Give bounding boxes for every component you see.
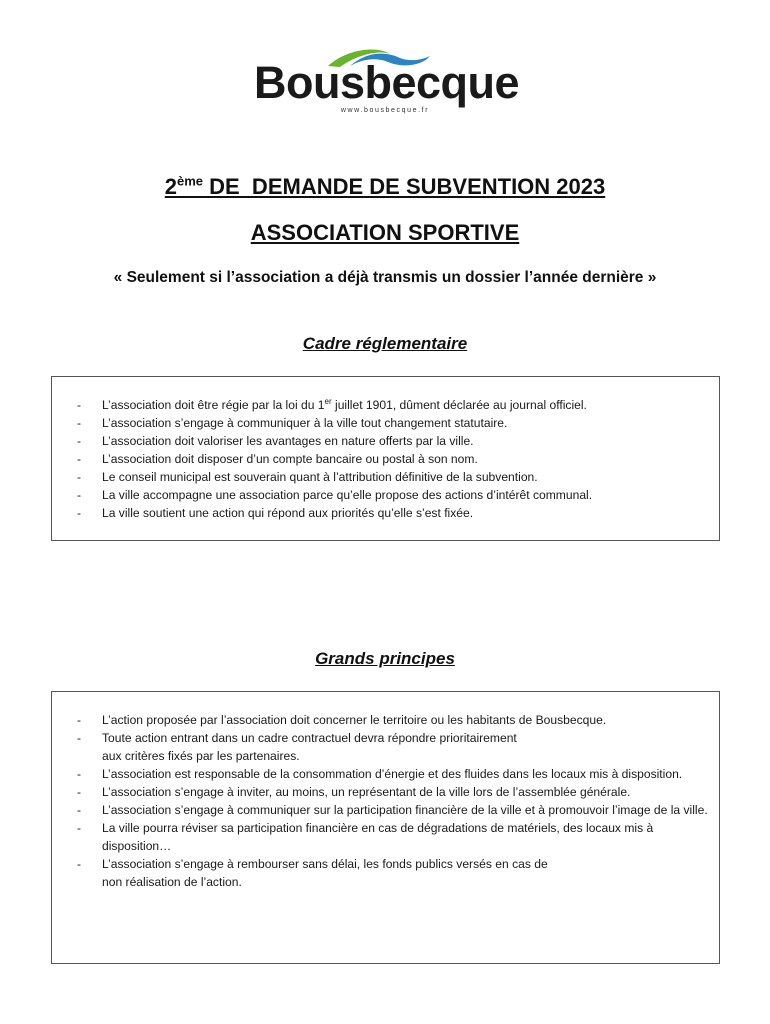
list-item: - L’association s’engage à inviter, au moins, un représentant de la ville lors de l’assemblée générale. xyxy=(77,785,631,799)
document-subtitle-title: ASSOCIATION SPORTIVE xyxy=(250,220,520,245)
document-title xyxy=(0,173,770,199)
eligibility-note: « Seulement si l’association a déjà transmis un dossier l’année dernière » xyxy=(113,269,657,286)
list-item: - Le conseil municipal est souverain quant à l’attribution définitive de la subvention. xyxy=(77,470,538,484)
cadre-list xyxy=(52,396,719,522)
list-item: - L’association s’engage à communiquer à la ville tout changement statutaire. xyxy=(77,416,508,430)
list-item: - La ville accompagne une association parce qu’elle propose des actions d’intérêt communal. xyxy=(77,488,593,502)
list-item: - L’association s’engage à communiquer sur la participation financière de la ville et à promouvoir l’image de la ville. xyxy=(77,803,708,817)
list-item: - Toute action entrant dans un cadre contractuel devra répondre prioritairement aux critères fixés par les partenaires. xyxy=(77,731,517,763)
list-item: - L’association doit être régie par la loi du 1er juillet 1901, dûment déclarée au journal officiel. xyxy=(77,396,587,412)
section-heading-principes: Grands principes xyxy=(315,649,455,668)
title-ordinal-suffix: ème xyxy=(177,173,204,189)
section-heading-cadre: Cadre réglementaire xyxy=(302,334,468,353)
bousbecque-logo xyxy=(250,40,520,120)
principes-box xyxy=(51,691,720,964)
logo-name: Bousbecque xyxy=(254,57,520,108)
title-ordinal: 2 xyxy=(164,174,177,199)
title-line1: DE DEMANDE DE SUBVENTION 2023 xyxy=(203,174,606,199)
list-item: - L’association s’engage à rembourser sans délai, les fonds publics versés en cas de non réalisation de l’action. xyxy=(77,857,548,889)
list-item: - L’association doit disposer d’un compte bancaire ou postal à son nom. xyxy=(77,452,478,466)
list-item: - L’association doit valoriser les avantages en nature offerts par la ville. xyxy=(77,434,474,448)
list-item: - La ville soutient une action qui répond aux priorités qu’elle s’est fixée. xyxy=(77,506,474,520)
list-item: - La ville pourra réviser sa participation financière en cas de dégradations de matériels, des locaux mis à disposition… xyxy=(77,821,654,853)
cadre-box xyxy=(51,376,720,541)
list-item: - L’action proposée par l’association doit concerner le territoire ou les habitants de Bousbecque. xyxy=(77,713,607,727)
principes-list xyxy=(52,711,719,891)
list-item: - L’association est responsable de la consommation d’énergie et des fluides dans les locaux mis à disposition. xyxy=(77,767,683,781)
logo-url: www.bousbecque.fr xyxy=(340,107,430,114)
